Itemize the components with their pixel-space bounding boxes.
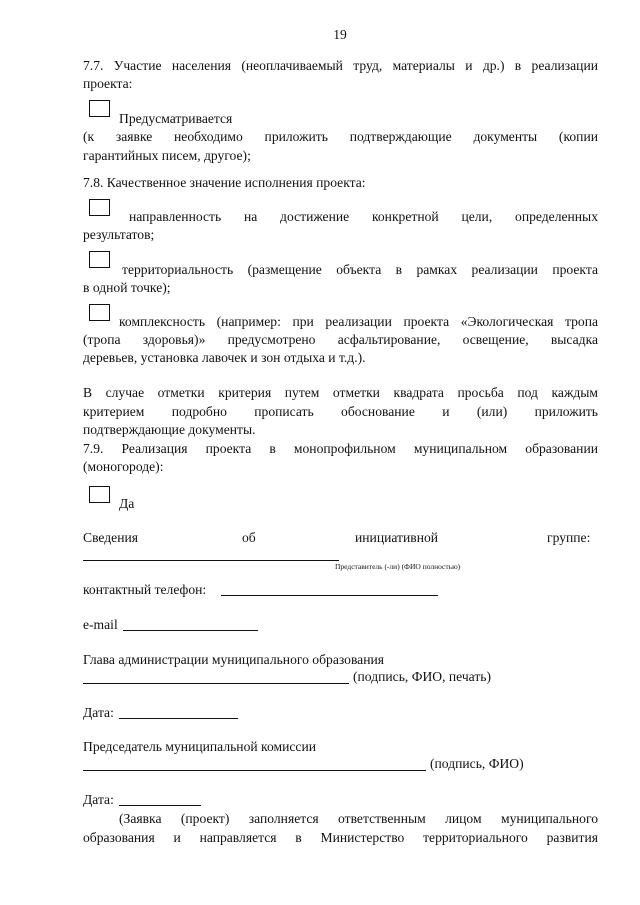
participation-checkbox[interactable]: [89, 100, 110, 117]
head-admin-date-label: Дата:: [83, 705, 114, 720]
email-field-line[interactable]: [123, 630, 258, 631]
footer-line2: образования и направляется в Министерство территориального развития: [83, 830, 598, 845]
section-7-7-heading: 7.7. Участие населения (неоплачиваемый труд, материалы и др.) в реализации: [83, 58, 598, 73]
section-7-7-heading-cont: проекта:: [83, 76, 133, 91]
monotown-checkbox[interactable]: [89, 486, 110, 503]
complexity-checkbox[interactable]: [89, 304, 110, 321]
section-7-7-note-line1: (к заявке необходимо приложить подтверждающие документы (копии: [83, 129, 598, 144]
head-admin-caption: (подпись, ФИО, печать): [353, 669, 492, 684]
territoriality-checkbox[interactable]: [89, 251, 110, 268]
participation-option-label: Предусматривается: [119, 111, 233, 126]
section-7-8-heading: 7.8. Качественное значение исполнения проекта:: [83, 175, 366, 190]
representative-field-line[interactable]: [83, 560, 339, 561]
representative-caption: Представитель (-ли) (ФИО полностью): [335, 562, 461, 571]
page-number: 19: [333, 27, 347, 42]
territoriality-line1: территориальность (размещение объекта в рамках реализации проекта: [122, 262, 598, 277]
goal-orientation-line1: направленность на достижение конкретной цели, определенных: [129, 209, 598, 224]
chairman-date-line[interactable]: [119, 805, 201, 806]
chairman-title: Председатель муниципальной комиссии: [83, 739, 316, 754]
complexity-line1: комплексность (например: при реализации проекта «Экологическая тропа: [119, 314, 598, 329]
section-7-9-heading-line2: (моногороде):: [83, 459, 164, 474]
head-admin-date-line[interactable]: [119, 718, 238, 719]
group-heading-word1: Сведения: [83, 530, 139, 545]
goal-orientation-line2: результатов;: [83, 227, 155, 242]
group-heading-word2: об: [242, 530, 256, 545]
chairman-caption: (подпись, ФИО): [430, 756, 524, 771]
territoriality-line2: в одной точке);: [83, 280, 171, 295]
goal-orientation-checkbox[interactable]: [89, 199, 110, 216]
footer-line1: (Заявка (проект) заполняется ответственным лицом муниципального: [119, 811, 598, 826]
phone-label: контактный телефон:: [83, 582, 207, 597]
head-admin-title: Глава администрации муниципального образования: [83, 652, 385, 667]
phone-field-line[interactable]: [221, 595, 438, 596]
section-7-7-note-line2: гарантийных писем, другое);: [83, 148, 251, 163]
group-heading-word4: группе:: [547, 530, 591, 545]
complexity-line2: (тропа здоровья)» предусмотрено асфальтирование, освещение, высадка: [83, 332, 598, 347]
section-7-9-heading-line1: 7.9. Реализация проекта в монопрофильном муниципальном образовании: [83, 441, 598, 456]
group-heading-word3: инициативной: [355, 530, 439, 545]
monotown-option-label: Да: [119, 496, 135, 511]
head-admin-signature-line[interactable]: [83, 683, 349, 684]
chairman-date-label: Дата:: [83, 792, 114, 807]
criteria-note-line3: подтверждающие документы.: [83, 422, 256, 437]
email-label: e-mail: [83, 617, 118, 632]
criteria-note-line2: критерием подробно прописать обоснование и (или) приложить: [83, 404, 598, 419]
complexity-line3: деревьев, установка лавочек и зон отдыха и т.д.).: [83, 350, 366, 365]
criteria-note-line1: В случае отметки критерия путем отметки квадрата просьба под каждым: [83, 385, 598, 400]
chairman-signature-line[interactable]: [83, 770, 426, 771]
